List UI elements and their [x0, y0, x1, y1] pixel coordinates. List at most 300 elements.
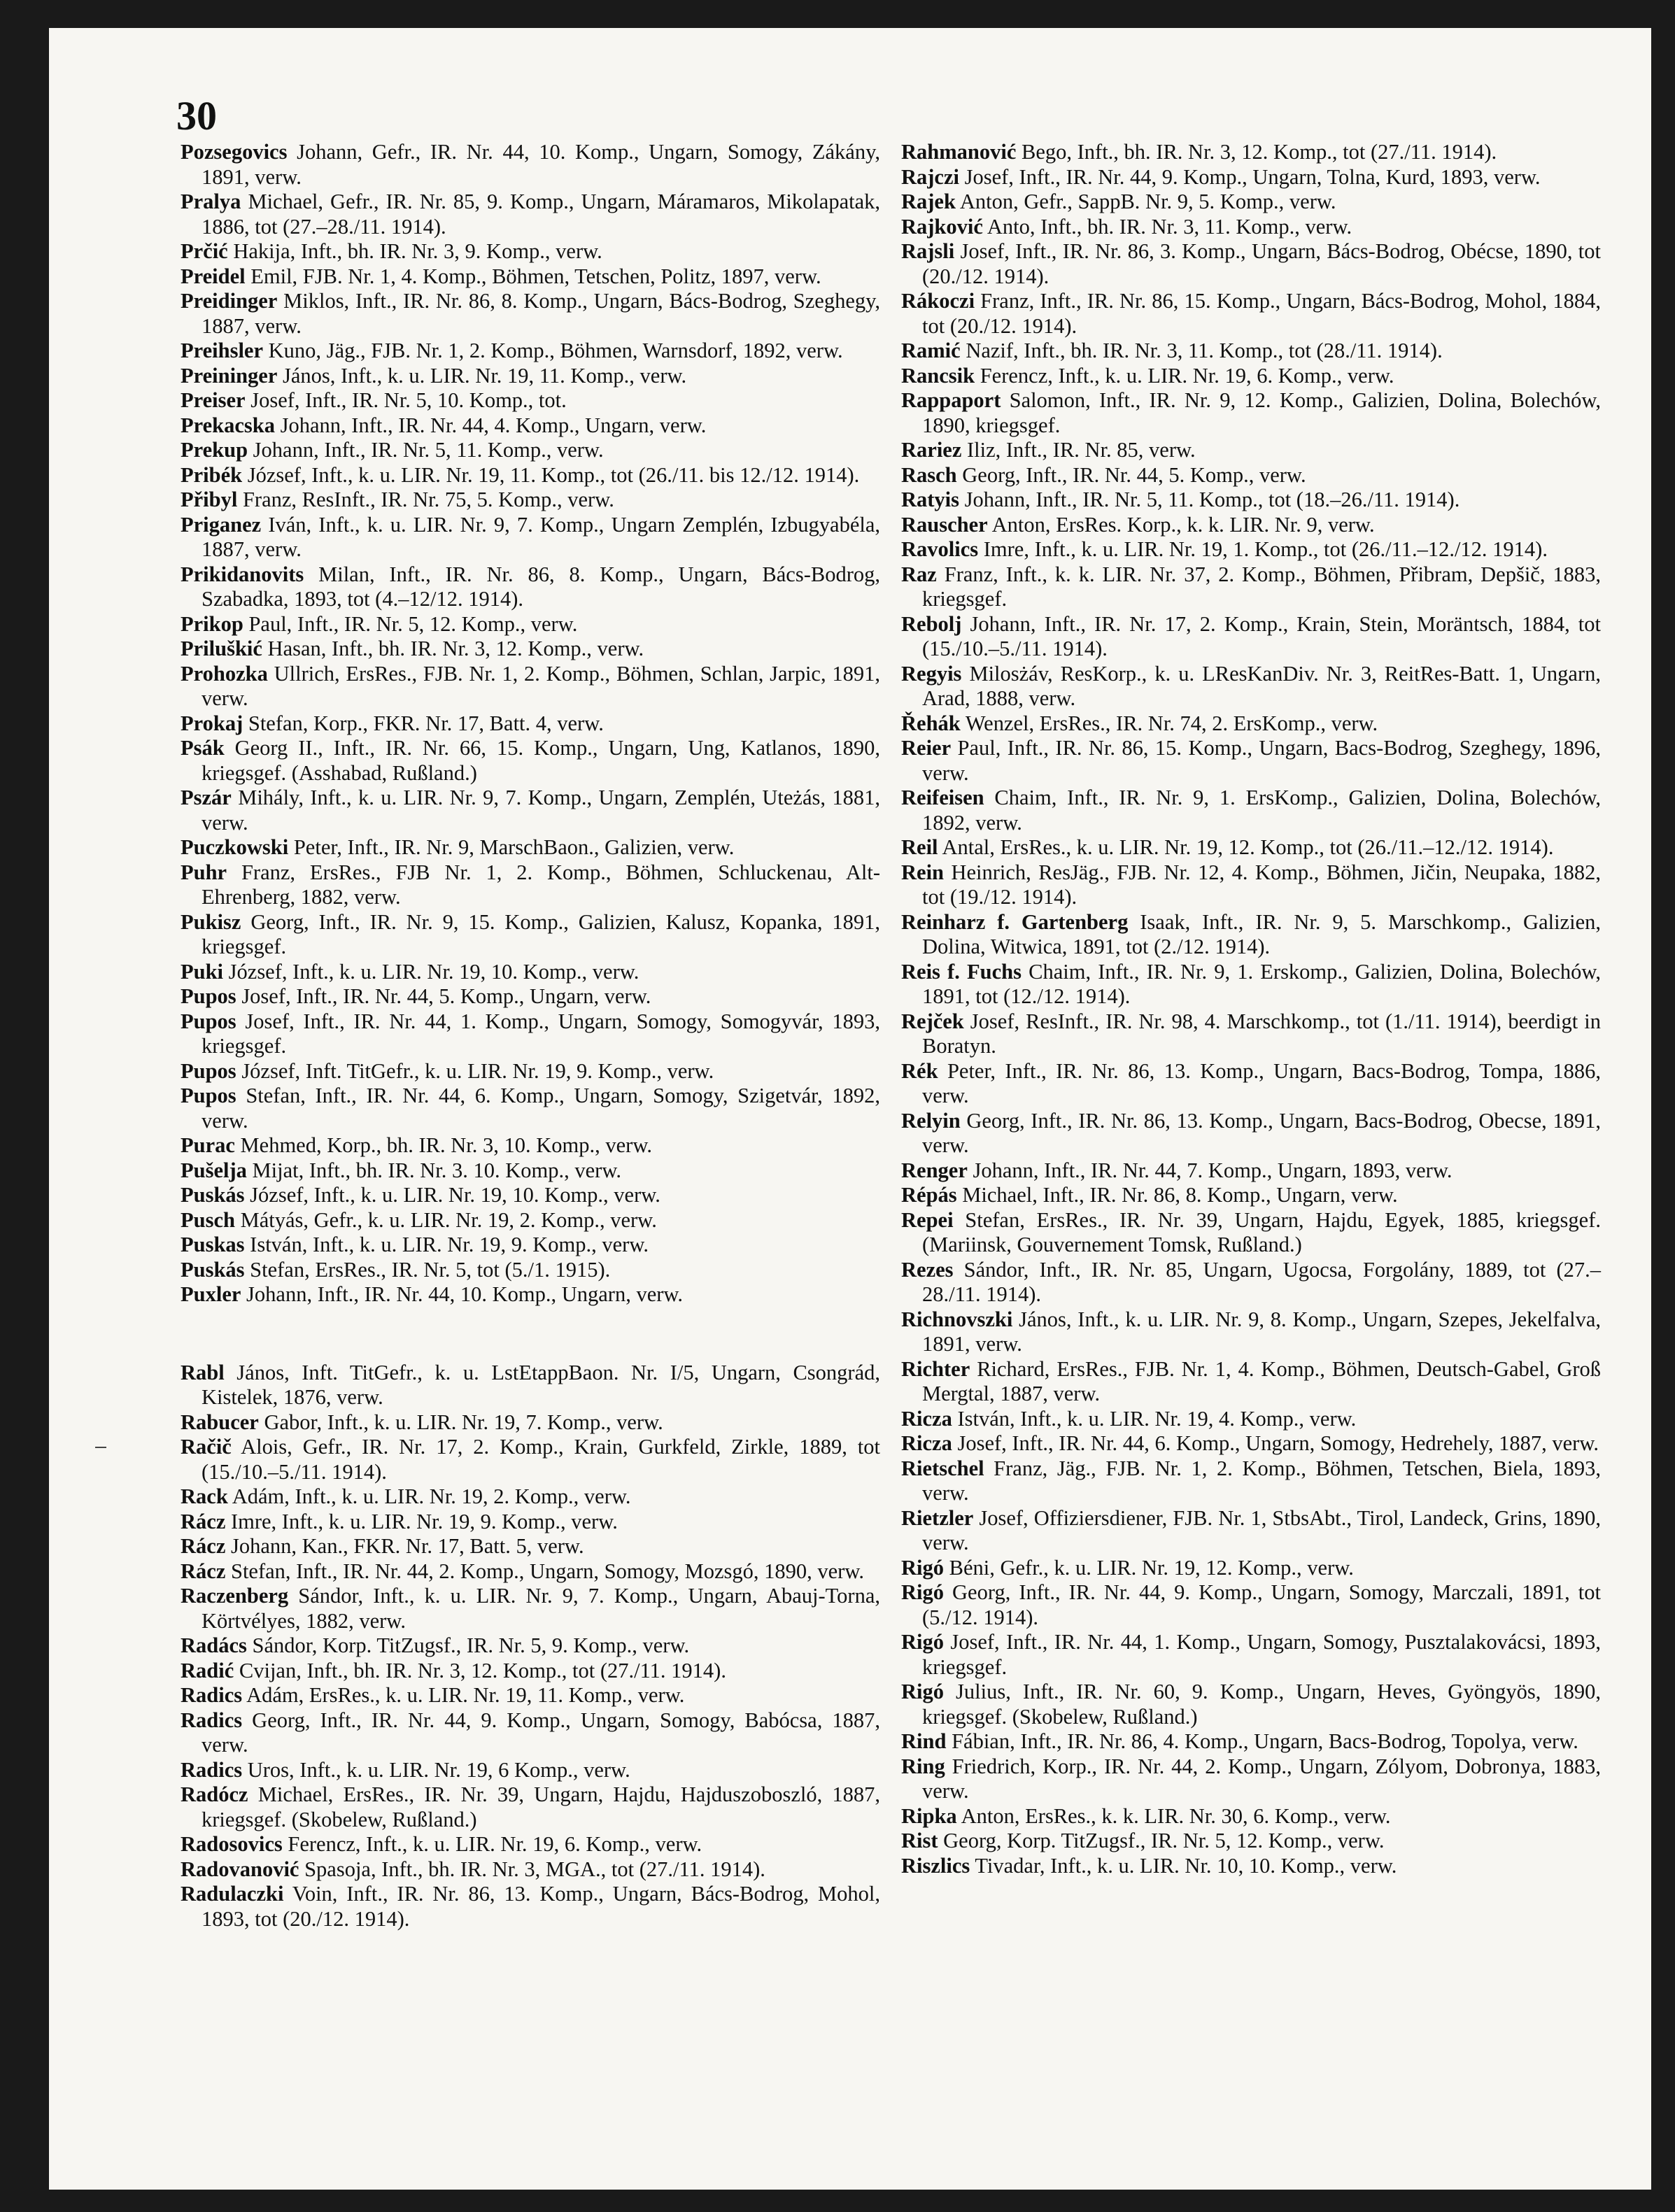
entry-details: Emil, FJB. Nr. 1, 4. Komp., Böhmen, Tetschen, Politz, 1897, verw. [245, 264, 821, 288]
roster-entry [181, 1758, 880, 1783]
entry-details: Georg, Inft., IR. Nr. 44, 5. Komp., verw. [956, 462, 1306, 487]
roster-entry [901, 1580, 1601, 1630]
entry-surname: Richter [901, 1356, 970, 1381]
entry-details: Josef, Inft., IR. Nr. 44, 1. Komp., Ungarn, Somogy, Pusztalakovácsi, 1893, kriegsgef. [922, 1630, 1601, 1679]
entry-details: Voin, Inft., IR. Nr. 86, 13. Komp., Ungarn, Bács-Bodrog, Mohol, 1893, tot (20./12. 1914). [202, 1882, 880, 1931]
roster-entry [901, 339, 1601, 364]
entry-details: Paul, Inft., IR. Nr. 5, 12. Komp., verw. [243, 611, 578, 636]
roster-entry [181, 239, 880, 264]
roster-entry [181, 637, 880, 662]
entry-surname: Rancsik [901, 363, 975, 388]
entry-details: Peter, Inft., IR. Nr. 86, 13. Komp., Ungarn, Bacs-Bodrog, Tompa, 1886, verw. [922, 1058, 1601, 1107]
roster-entry [901, 910, 1601, 960]
entry-details: János, Inft., k. u. LIR. Nr. 19, 11. Komp., verw. [277, 363, 687, 388]
roster-entry [901, 612, 1601, 662]
entry-surname: Pukisz [181, 909, 241, 934]
entry-surname: Rauscher [901, 512, 988, 537]
roster-entry [181, 1832, 880, 1857]
entry-surname: Puskas [181, 1233, 245, 1256]
roster-entry [181, 413, 880, 439]
roster-entry [901, 463, 1601, 488]
entry-surname: Rariez [901, 438, 962, 462]
entry-surname: Prokaj [181, 711, 243, 735]
roster-entry [901, 736, 1601, 786]
entry-details: Sándor, Korp. TitZugsf., IR. Nr. 5, 9. Komp., verw. [246, 1633, 690, 1657]
entry-details: Mátyás, Gefr., k. u. LIR. Nr. 19, 2. Komp., verw. [234, 1207, 657, 1232]
entry-surname: Pszár [181, 786, 232, 809]
entry-surname: Répás [901, 1183, 957, 1207]
entry-details: Michael, Gefr., IR. Nr. 85, 9. Komp., Ungarn, Máramaros, Mikolapatak, 1886, tot (27.–28./11. 1914). [202, 190, 880, 239]
roster-entry [181, 463, 880, 488]
entry-surname: Radics [181, 1683, 243, 1707]
entry-details: Mihály, Inft., k. u. LIR. Nr. 9, 7. Komp., Ungarn, Zemplén, Uteżás, 1881, verw. [202, 786, 880, 835]
entry-details: János, Inft., k. u. LIR. Nr. 9, 8. Komp., Ungarn, Szepes, Jekelfalva, 1891, verw. [922, 1307, 1601, 1356]
roster-entry [181, 1882, 880, 1931]
entry-details: József, Inft., k. u. LIR. Nr. 19, 11. Komp., tot (26./11. bis 12./12. 1914). [242, 462, 860, 487]
entry-surname: Pusch [181, 1207, 235, 1232]
entry-surname: Preidel [181, 264, 246, 288]
roster-entry [181, 835, 880, 860]
roster-entry [181, 736, 880, 786]
entry-details: Tivadar, Inft., k. u. LIR. Nr. 10, 10. Komp., verw. [970, 1853, 1397, 1878]
entry-details: Mijat, Inft., bh. IR. Nr. 3. 10. Komp., verw. [246, 1158, 621, 1182]
entry-details: Johann, Inft., IR. Nr. 44, 7. Komp., Ungarn, 1893, verw. [967, 1158, 1453, 1182]
entry-details: Franz, Inft., IR. Nr. 86, 15. Komp., Ungarn, Bács-Bodrog, Mohol, 1884, tot (20./12. 1914). [922, 289, 1601, 338]
entry-surname: Relyin [901, 1108, 961, 1133]
entry-details: Alois, Gefr., IR. Nr. 17, 2. Komp., Krain, Gurkfeld, Zirkle, 1889, tot (15./10.–5./11. 1914). [202, 1435, 880, 1484]
roster-entry [181, 1510, 880, 1535]
roster-entry [181, 1410, 880, 1435]
entry-surname: Preininger [181, 363, 278, 388]
section-gap [181, 1307, 880, 1361]
entry-details: Georg, Inft., IR. Nr. 44, 9. Komp., Ungarn, Somogy, Marczali, 1891, tot (5./12. 1914). [922, 1580, 1601, 1629]
entry-details: Johann, Inft., IR. Nr. 44, 10. Komp., Ungarn, verw. [241, 1282, 684, 1306]
entry-surname: Rácz [181, 1534, 226, 1558]
entry-surname: Rebolj [901, 611, 962, 636]
roster-entry [901, 1208, 1601, 1258]
roster-entry [901, 215, 1601, 240]
entry-surname: Rist [901, 1829, 938, 1852]
roster-entry [181, 1158, 880, 1184]
roster-entry [181, 1659, 880, 1684]
entry-details: Salomon, Inft., IR. Nr. 9, 12. Komp., Galizien, Dolina, Bolechów, 1890, kriegsgef. [922, 388, 1601, 437]
entry-surname: Rajsli [901, 239, 955, 263]
entry-details: Stefan, ErsRes., IR. Nr. 39, Ungarn, Hajdu, Egyek, 1885, kriegsgef. (Mariinsk, Gouvernement Tomsk, Rußland.) [922, 1207, 1601, 1256]
entry-details: Chaim, Inft., IR. Nr. 9, 1. Erskomp., Galizien, Dolina, Bolechów, 1891, tot (12./12. 1914). [922, 959, 1601, 1008]
entry-surname: Rejček [901, 1009, 964, 1033]
entry-surname: Ramić [901, 339, 961, 362]
entry-surname: Prekup [181, 438, 248, 462]
roster-entry [901, 1854, 1601, 1879]
roster-entry [181, 1133, 880, 1158]
roster-entry [181, 1233, 880, 1258]
roster-entry [181, 388, 880, 413]
page-number: 30 [176, 93, 217, 139]
entry-surname: Raczenberg [181, 1584, 289, 1608]
entry-surname: Richnovszki [901, 1307, 1013, 1331]
roster-entry [901, 1680, 1601, 1729]
roster-entry [181, 786, 880, 835]
roster-entry [901, 239, 1601, 289]
entry-details: Isaak, Inft., IR. Nr. 9, 5. Marschkomp., Galizien, Dolina, Witwica, 1891, tot (2./12. 1914). [922, 909, 1601, 958]
entry-surname: Pribék [181, 462, 243, 487]
entry-surname: Rasch [901, 462, 957, 487]
entry-details: Franz, Inft., k. k. LIR. Nr. 37, 2. Komp., Böhmen, Přibram, Depšič, 1883, kriegsgef. [922, 562, 1601, 611]
margin-mark [95, 1447, 106, 1448]
entry-details: Uros, Inft., k. u. LIR. Nr. 19, 6 Komp., verw. [242, 1757, 630, 1782]
entry-details: Georg, Inft., IR. Nr. 9, 15. Komp., Galizien, Kalusz, Kopanka, 1891, kriegsgef. [202, 909, 880, 958]
entry-details: Gabor, Inft., k. u. LIR. Nr. 19, 7. Komp., verw. [258, 1410, 663, 1434]
roster-entry [901, 140, 1601, 165]
roster-entry [181, 984, 880, 1009]
entry-surname: Rigó [901, 1630, 944, 1654]
entry-details: Chaim, Inft., IR. Nr. 9, 1. ErsKomp., Galizien, Dolina, Bolechów, 1892, verw. [922, 786, 1601, 835]
entry-surname: Rappaport [901, 388, 1001, 412]
roster-entry [901, 488, 1601, 513]
entry-surname: Preidinger [181, 289, 278, 313]
roster-entry [181, 1857, 880, 1883]
entry-surname: Reier [901, 736, 952, 760]
entry-surname: Ratyis [901, 488, 960, 511]
entry-details: Georg, Korp. TitZugsf., IR. Nr. 5, 12. Komp., verw. [938, 1829, 1385, 1852]
entry-details: Franz, Jäg., FJB. Nr. 1, 2. Komp., Böhmen, Tetschen, Biela, 1893, verw. [922, 1456, 1601, 1505]
roster-entry [181, 1258, 880, 1283]
entry-details: János, Inft. TitGefr., k. u. LstEtappBaon. Nr. I/5, Ungarn, Csongrád, Kistelek, 1876, verw. [202, 1360, 880, 1409]
roster-entry [181, 438, 880, 463]
entry-surname: Reil [901, 835, 938, 859]
entry-surname: Rácz [181, 1509, 226, 1533]
roster-entry [181, 1708, 880, 1758]
entry-surname: Puxler [181, 1282, 241, 1306]
roster-entry [181, 1584, 880, 1633]
roster-entry [901, 1009, 1601, 1059]
entry-surname: Rabl [181, 1360, 225, 1384]
entry-surname: Přibyl [181, 488, 238, 511]
entry-details: Miklos, Inft., IR. Nr. 86, 8. Komp., Ungarn, Bács-Bodrog, Szeghegy, 1887, verw. [202, 289, 880, 338]
entry-surname: Priganez [181, 512, 262, 537]
entry-surname: Ravolics [901, 537, 979, 561]
entry-surname: Prčić [181, 239, 228, 263]
entry-group-p [181, 140, 880, 1307]
roster-entry [181, 1683, 880, 1708]
entry-surname: Priluškić [181, 637, 262, 660]
roster-entry [901, 1109, 1601, 1158]
entry-details: Johann, Inft., IR. Nr. 5, 11. Komp., verw. [248, 438, 604, 462]
roster-entry [181, 562, 880, 612]
entry-details: József, Inft., k. u. LIR. Nr. 19, 10. Komp., verw. [223, 959, 639, 984]
entry-details: Sándor, Inft., IR. Nr. 85, Ungarn, Ugocsa, Forgolány, 1889, tot (27.–28./11. 1914). [922, 1257, 1601, 1306]
entry-details: Julius, Inft., IR. Nr. 60, 9. Komp., Ungarn, Heves, Gyöngyös, 1890, kriegsgef. (Skobelew, Rußland.) [922, 1680, 1601, 1729]
entry-details: Josef, Inft., IR. Nr. 44, 9. Komp., Ungarn, Tolna, Kurd, 1893, verw. [959, 164, 1541, 189]
roster-entry [181, 1361, 880, 1410]
entry-surname: Prohozka [181, 661, 268, 686]
entry-surname: Rigó [901, 1680, 944, 1703]
entry-details: Georg, Inft., IR. Nr. 44, 9. Komp., Ungarn, Somogy, Babócsa, 1887, verw. [202, 1708, 880, 1757]
entry-surname: Prikidanovits [181, 562, 304, 586]
roster-entry [901, 438, 1601, 463]
entry-surname: Radosovics [181, 1832, 283, 1856]
roster-entry [181, 662, 880, 711]
roster-entry [181, 860, 880, 910]
entry-details: Anto, Inft., bh. IR. Nr. 3, 11. Komp., verw. [982, 214, 1352, 239]
entry-details: Fábian, Inft., IR. Nr. 86, 4. Komp., Ungarn, Bacs-Bodrog, Topolya, verw. [946, 1729, 1578, 1753]
roster-entry [901, 1829, 1601, 1854]
entry-details: Franz, ResInft., IR. Nr. 75, 5. Komp., verw. [237, 488, 614, 511]
entry-surname: Pupos [181, 984, 236, 1008]
entry-details: Antal, ErsRes., k. u. LIR. Nr. 19, 12. Komp., tot (26./11.–12./12. 1914). [938, 835, 1554, 859]
roster-entry [901, 860, 1601, 910]
entry-group-r [181, 1361, 880, 1932]
roster-entry [181, 140, 880, 190]
roster-entry [901, 165, 1601, 190]
roster-entry [181, 1782, 880, 1832]
entry-surname: Regyis [901, 661, 962, 686]
roster-entry [901, 960, 1601, 1009]
entry-details: Ferencz, Inft., k. u. LIR. Nr. 19, 6. Komp., verw. [282, 1832, 702, 1856]
entry-details: Stefan, Inft., IR. Nr. 44, 6. Komp., Ungarn, Somogy, Szigetvár, 1892, verw. [202, 1084, 880, 1133]
entry-surname: Rajczi [901, 164, 959, 189]
entry-details: Iliz, Inft., IR. Nr. 85, verw. [961, 438, 1196, 462]
entry-surname: Radulaczki [181, 1882, 284, 1906]
entry-surname: Psák [181, 736, 225, 760]
entry-surname: Ricza [901, 1406, 952, 1431]
entry-details: Anton, ErsRes. Korp., k. k. LIR. Nr. 9, verw. [987, 512, 1375, 537]
entry-details: Cvijan, Inft., bh. IR. Nr. 3, 12. Komp., tot (27./11. 1914). [234, 1658, 726, 1682]
entry-details: Ferencz, Inft., k. u. LIR. Nr. 19, 6. Komp., verw. [975, 363, 1394, 388]
entry-details: Bego, Inft., bh. IR. Nr. 3, 12. Komp., tot (27./11. 1914). [1016, 140, 1497, 164]
roster-entry [181, 289, 880, 339]
entry-surname: Pupos [181, 1084, 236, 1107]
roster-entry [181, 1534, 880, 1559]
entry-details: Georg, Inft., IR. Nr. 86, 13. Komp., Ungarn, Bacs-Bodrog, Obecse, 1891, verw. [922, 1108, 1601, 1157]
roster-entry [181, 910, 880, 960]
roster-entry [181, 711, 880, 737]
roster-entry [901, 364, 1601, 389]
entry-details: Josef, ResInft., IR. Nr. 98, 4. Marschkomp., tot (1./11. 1914), beerdigt in Boratyn. [922, 1009, 1601, 1058]
entry-surname: Puskás [181, 1257, 245, 1282]
entry-surname: Ring [901, 1754, 945, 1778]
entry-details: Michael, Inft., IR. Nr. 86, 8. Komp., Ungarn, verw. [956, 1183, 1398, 1207]
entry-details: Franz, ErsRes., FJB Nr. 1, 2. Komp., Böhmen, Schluckenau, Alt-Ehrenberg, 1882, verw. [202, 860, 880, 909]
entry-surname: Prikop [181, 611, 243, 636]
entry-details: Johann, Inft., IR. Nr. 44, 4. Komp., Ungarn, verw. [275, 413, 707, 437]
entry-surname: Renger [901, 1158, 968, 1182]
entry-surname: Rietschel [901, 1456, 984, 1480]
entry-surname: Pupos [181, 1058, 236, 1083]
entry-surname: Rietzler [901, 1505, 974, 1530]
roster-entry [901, 1357, 1601, 1407]
entry-surname: Rein [901, 860, 944, 884]
roster-entry [181, 264, 880, 290]
entry-surname: Rigó [901, 1555, 944, 1580]
entry-surname: Radics [181, 1708, 243, 1732]
roster-entry [901, 388, 1601, 438]
entry-surname: Rahmanović [901, 140, 1017, 164]
roster-entry [181, 488, 880, 513]
roster-entry [901, 537, 1601, 562]
roster-entry [901, 1556, 1601, 1581]
roster-entry [181, 1484, 880, 1510]
roster-entry [901, 1307, 1601, 1357]
roster-entry [181, 1084, 880, 1133]
entry-details: István, Inft., k. u. LIR. Nr. 19, 4. Komp., verw. [952, 1406, 1357, 1431]
roster-entry [901, 1729, 1601, 1754]
entry-surname: Puki [181, 959, 224, 984]
roster-entry [181, 190, 880, 239]
roster-entry [901, 1506, 1601, 1556]
entry-details: Johann, Gefr., IR. Nr. 44, 10. Komp., Ungarn, Somogy, Zákány, 1891, verw. [202, 140, 880, 189]
entry-details: Johann, Inft., IR. Nr. 5, 11. Komp., tot (18.–26./11. 1914). [959, 488, 1460, 511]
roster-entry [901, 289, 1601, 339]
entry-surname: Řehák [901, 711, 961, 735]
entry-details: Josef, Inft., IR. Nr. 86, 3. Komp., Ungarn, Bács-Bodrog, Obécse, 1890, tot (20./12. 1914). [922, 239, 1601, 288]
entry-surname: Rajek [901, 190, 956, 213]
entry-details: Anton, Gefr., SappB. Nr. 9, 5. Komp., verw. [955, 190, 1336, 213]
entry-surname: Rákoczi [901, 289, 975, 313]
entry-details: István, Inft., k. u. LIR. Nr. 19, 9. Komp., verw. [244, 1233, 649, 1256]
entry-details: Johann, Inft., IR. Nr. 17, 2. Komp., Krain, Stein, Moräntsch, 1884, tot (15./10.–5./11. 1914). [922, 611, 1601, 660]
entry-surname: Preiser [181, 388, 246, 412]
entry-surname: Rajković [901, 214, 983, 239]
book-page [49, 28, 1651, 2190]
roster-entry [181, 1208, 880, 1233]
entry-surname: Purac [181, 1133, 235, 1157]
entry-details: Stefan, ErsRes., IR. Nr. 5, tot (5./1. 1915). [244, 1257, 611, 1282]
entry-surname: Rezes [901, 1257, 954, 1282]
roster-entry [901, 1431, 1601, 1456]
roster-entry [901, 1059, 1601, 1109]
entry-details: Spasoja, Inft., bh. IR. Nr. 3, MGA., tot (27./11. 1914). [299, 1857, 765, 1881]
roster-entry [181, 1282, 880, 1307]
roster-entry [901, 1630, 1601, 1680]
entry-details: Hasan, Inft., bh. IR. Nr. 3, 12. Komp., verw. [262, 637, 644, 660]
roster-entry [901, 562, 1601, 612]
roster-entry [901, 513, 1601, 538]
entry-details: Milan, Inft., IR. Nr. 86, 8. Komp., Ungarn, Bács-Bodrog, Szabadka, 1893, tot (4.–12/12. 1914). [202, 562, 880, 611]
entry-details: Imre, Inft., k. u. LIR. Nr. 19, 9. Komp., verw. [225, 1509, 618, 1533]
entry-surname: Radić [181, 1658, 234, 1682]
roster-entry [181, 1009, 880, 1059]
entry-details: Imre, Inft., k. u. LIR. Nr. 19, 1. Komp., tot (26./11.–12./12. 1914). [978, 537, 1548, 561]
roster-entry [901, 835, 1601, 860]
entry-surname: Prekacska [181, 413, 275, 437]
entry-surname: Puskás [181, 1183, 245, 1207]
entry-surname: Raz [901, 562, 937, 586]
entry-surname: Rigó [901, 1580, 944, 1604]
entry-surname: Ricza [901, 1431, 952, 1455]
entry-details: Kuno, Jäg., FJB. Nr. 1, 2. Komp., Böhmen, Warnsdorf, 1892, verw. [263, 339, 843, 362]
entry-surname: Rék [901, 1058, 938, 1083]
left-column [181, 140, 880, 1931]
entry-surname: Puhr [181, 860, 227, 884]
entry-details: Anton, ErsRes., k. k. LIR. Nr. 30, 6. Komp., verw. [956, 1803, 1391, 1828]
entry-surname: Radics [181, 1757, 243, 1782]
entry-details: Adám, ErsRes., k. u. LIR. Nr. 19, 11. Komp., verw. [242, 1683, 685, 1707]
entry-details: Peter, Inft., IR. Nr. 9, MarschBaon., Galizien, verw. [288, 835, 735, 859]
roster-entry [901, 711, 1601, 737]
entry-details: József, Inft., k. u. LIR. Nr. 19, 10. Komp., verw. [244, 1183, 660, 1207]
right-column [901, 140, 1601, 1878]
entry-details: Johann, Kan., FKR. Nr. 17, Batt. 5, verw. [225, 1534, 584, 1558]
entry-details: Josef, Inft., IR. Nr. 44, 5. Komp., Ungarn, verw. [236, 984, 651, 1008]
roster-entry [181, 513, 880, 562]
entry-details: Hakija, Inft., bh. IR. Nr. 3, 9. Komp., verw. [227, 239, 602, 263]
entry-surname: Radócz [181, 1782, 248, 1806]
roster-entry [901, 1456, 1601, 1506]
entry-surname: Puczkowski [181, 835, 289, 859]
entry-details: Ullrich, ErsRes., FJB. Nr. 1, 2. Komp., Böhmen, Schlan, Jarpic, 1891, verw. [202, 661, 880, 710]
roster-entry [181, 960, 880, 985]
roster-entry [901, 786, 1601, 835]
roster-entry [901, 1258, 1601, 1307]
entry-surname: Repei [901, 1207, 954, 1232]
entry-details: Béni, Gefr., k. u. LIR. Nr. 19, 12. Komp., verw. [944, 1555, 1354, 1580]
entry-details: Georg II., Inft., IR. Nr. 66, 15. Komp., Ungarn, Ung, Katlanos, 1890, kriegsgef. (Asshabad, Rußland.) [202, 736, 880, 785]
entry-surname: Radács [181, 1633, 247, 1657]
entry-surname: Pozsegovics [181, 140, 288, 164]
entry-details: Sándor, Inft., k. u. LIR. Nr. 9, 7. Komp., Ungarn, Abauj-Torna, Körtvélyes, 1882, verw. [202, 1584, 880, 1633]
roster-entry [901, 1407, 1601, 1432]
entry-details: Adám, Inft., k. u. LIR. Nr. 19, 2. Komp., verw. [227, 1484, 631, 1508]
entry-details: Stefan, Korp., FKR. Nr. 17, Batt. 4, verw. [243, 711, 604, 735]
entry-surname: Račič [181, 1435, 232, 1459]
entry-details: Iván, Inft., k. u. LIR. Nr. 9, 7. Komp., Ungarn Zemplén, Izbugyabéla, 1887, verw. [202, 512, 880, 561]
roster-entry [181, 612, 880, 637]
roster-entry [181, 1559, 880, 1584]
entry-details: Josef, Inft., IR. Nr. 44, 1. Komp., Ungarn, Somogy, Somogyvár, 1893, kriegsgef. [202, 1009, 880, 1058]
roster-entry [901, 1183, 1601, 1208]
entry-surname: Preihsler [181, 339, 264, 362]
entry-details: Friedrich, Korp., IR. Nr. 44, 2. Komp., Ungarn, Zólyom, Dobronya, 1883, verw. [922, 1754, 1601, 1803]
entry-surname: Rack [181, 1484, 228, 1508]
entry-surname: Reinharz f. Gartenberg [901, 909, 1129, 934]
entry-details: József, Inft. TitGefr., k. u. LIR. Nr. 19, 9. Komp., verw. [236, 1058, 714, 1083]
roster-entry [901, 1754, 1601, 1804]
entry-surname: Riszlics [901, 1853, 970, 1878]
entry-surname: Radovanović [181, 1857, 299, 1881]
entry-details: Josef, Offiziersdiener, FJB. Nr. 1, StbsAbt., Tirol, Landeck, Grins, 1890, verw. [922, 1505, 1601, 1554]
roster-entry [181, 1183, 880, 1208]
entry-surname: Rabucer [181, 1410, 259, 1434]
entry-surname: Pupos [181, 1009, 236, 1033]
entry-details: Mehmed, Korp., bh. IR. Nr. 3, 10. Komp., verw. [234, 1133, 653, 1157]
entry-details: Josef, Inft., IR. Nr. 44, 6. Komp., Ungarn, Somogy, Hedrehely, 1887, verw. [952, 1431, 1599, 1455]
entry-surname: Pušelja [181, 1158, 247, 1182]
roster-entry [181, 1435, 880, 1484]
entry-surname: Ripka [901, 1803, 957, 1828]
entry-details: Stefan, Inft., IR. Nr. 44, 2. Komp., Ungarn, Somogy, Mozsgó, 1890, verw. [225, 1559, 865, 1583]
entry-details: Milosżáv, ResKorp., k. u. LResKanDiv. Nr. 3, ReitRes-Batt. 1, Ungarn, Arad, 1888, verw. [922, 661, 1601, 710]
roster-entry [901, 1804, 1601, 1829]
roster-entry [901, 662, 1601, 711]
roster-entry [181, 364, 880, 389]
entry-details: Paul, Inft., IR. Nr. 86, 15. Komp., Ungarn, Bacs-Bodrog, Szeghegy, 1896, verw. [922, 736, 1601, 785]
roster-entry [181, 1059, 880, 1084]
entry-details: Josef, Inft., IR. Nr. 5, 10. Komp., tot. [245, 388, 567, 412]
entry-group-r-continued [901, 140, 1601, 1878]
entry-details: Michael, ErsRes., IR. Nr. 39, Ungarn, Hajdu, Hajduszoboszló, 1887, kriegsgef. (Skobelew, Rußland.) [202, 1782, 880, 1831]
entry-surname: Reifeisen [901, 786, 984, 809]
entry-surname: Rácz [181, 1559, 226, 1583]
entry-details: Richard, ErsRes., FJB. Nr. 1, 4. Komp., Böhmen, Deutsch-Gabel, Groß Mergtal, 1887, verw. [922, 1356, 1601, 1405]
roster-entry [901, 1158, 1601, 1184]
roster-entry [181, 339, 880, 364]
entry-surname: Pralya [181, 190, 241, 213]
roster-entry [901, 190, 1601, 215]
entry-surname: Rind [901, 1729, 947, 1753]
entry-surname: Reis f. Fuchs [901, 959, 1022, 984]
roster-entry [181, 1633, 880, 1659]
